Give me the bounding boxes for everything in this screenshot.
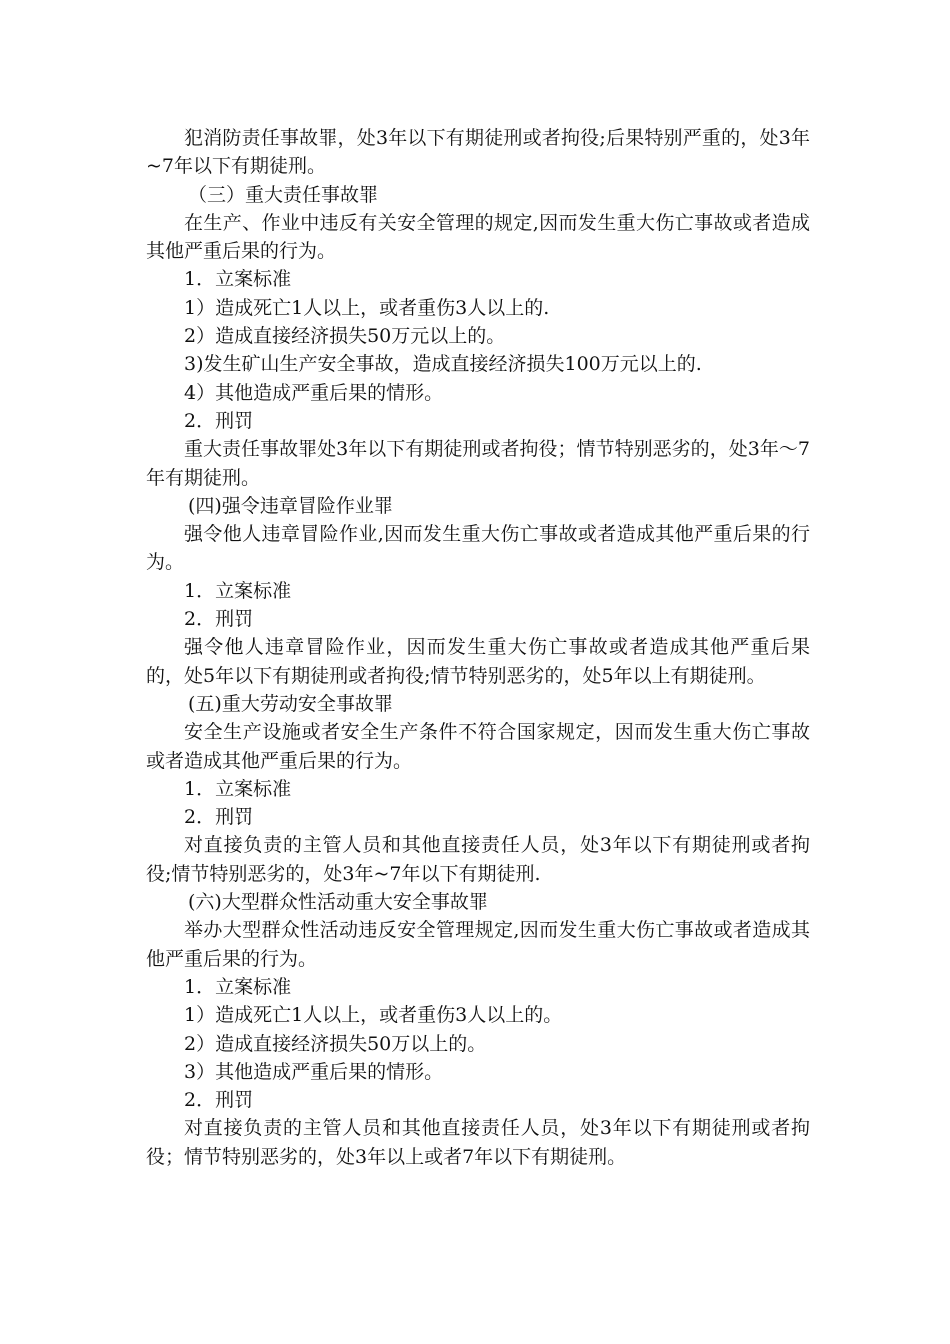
section-heading-forced-risky-operation: (四)强令违章冒险作业罪 (188, 494, 393, 517)
subheading-penalty: 2．刑罚 (184, 608, 254, 631)
section-heading-labor-safety-accident: (五)重大劳动安全事故罪 (188, 692, 393, 715)
list-item: 1）造成死亡1人以上，或者重伤3人以上的。 (184, 1004, 563, 1027)
paragraph-mass-event-penalty: 对直接负责的主管人员和其他直接责任人员，处3年以下有期徒刑或者拘役；情节特别恶劣的，处3年以上或者7年以下有期徒刑。 (146, 1117, 810, 1168)
subheading-filing-standard: 1．立案标准 (184, 777, 292, 800)
paragraph-labor-safety-definition: 安全生产设施或者安全生产条件不符合国家规定，因而发生重大伤亡事故或者造成其他严重后果的行为。 (146, 721, 810, 772)
list-item: 3)发生矿山生产安全事故，造成直接经济损失100万元以上的. (184, 353, 702, 376)
paragraph-labor-safety-penalty: 对直接负责的主管人员和其他直接责任人员，处3年以下有期徒刑或者拘役;情节特别恶劣的，处3年~7年以下有期徒刑. (146, 834, 810, 885)
subheading-penalty: 2．刑罚 (184, 806, 254, 829)
paragraph-major-liability-definition: 在生产、作业中违反有关安全管理的规定,因而发生重大伤亡事故或者造成其他严重后果的行为。 (146, 211, 810, 263)
paragraph-major-liability-penalty: 重大责任事故罪处3年以下有期徒刑或者拘役；情节特别恶劣的，处3年～7年有期徒刑。 (146, 438, 810, 489)
subheading-penalty: 2．刑罚 (184, 1089, 254, 1112)
list-item: 1）造成死亡1人以上，或者重伤3人以上的. (184, 296, 550, 319)
subheading-penalty: 2．刑罚 (184, 409, 254, 432)
paragraph-forced-risky-definition: 强令他人违章冒险作业,因而发生重大伤亡事故或者造成其他严重后果的行为。 (146, 523, 810, 574)
section-heading-mass-event-accident: (六)大型群众性活动重大安全事故罪 (188, 891, 488, 914)
paragraph-fire-liability-penalty: 犯消防责任事故罪，处3年以下有期徒刑或者拘役;后果特别严重的，处3年~7年以下有期徒刑。 (146, 127, 810, 178)
subheading-filing-standard: 1．立案标准 (184, 268, 292, 291)
list-item: 2）造成直接经济损失50万元以上的。 (184, 325, 506, 348)
list-item: 2）造成直接经济损失50万以上的。 (184, 1032, 487, 1055)
paragraph-forced-risky-penalty: 强令他人违章冒险作业，因而发生重大伤亡事故或者造成其他严重后果的，处5年以下有期徒刑或者拘役;情节特别恶劣的，处5年以上有期徒刑。 (146, 636, 810, 687)
list-item: 4）其他造成严重后果的情形。 (184, 381, 444, 404)
paragraph-mass-event-definition: 举办大型群众性活动违反安全管理规定,因而发生重大伤亡事故或者造成其他严重后果的行为。 (146, 919, 810, 970)
document-body (146, 124, 810, 1171)
list-item: 3）其他造成严重后果的情形。 (184, 1060, 444, 1083)
subheading-filing-standard: 1．立案标准 (184, 975, 292, 998)
section-heading-major-liability-accident: （三）重大责任事故罪 (188, 183, 379, 206)
subheading-filing-standard: 1．立案标准 (184, 579, 292, 602)
